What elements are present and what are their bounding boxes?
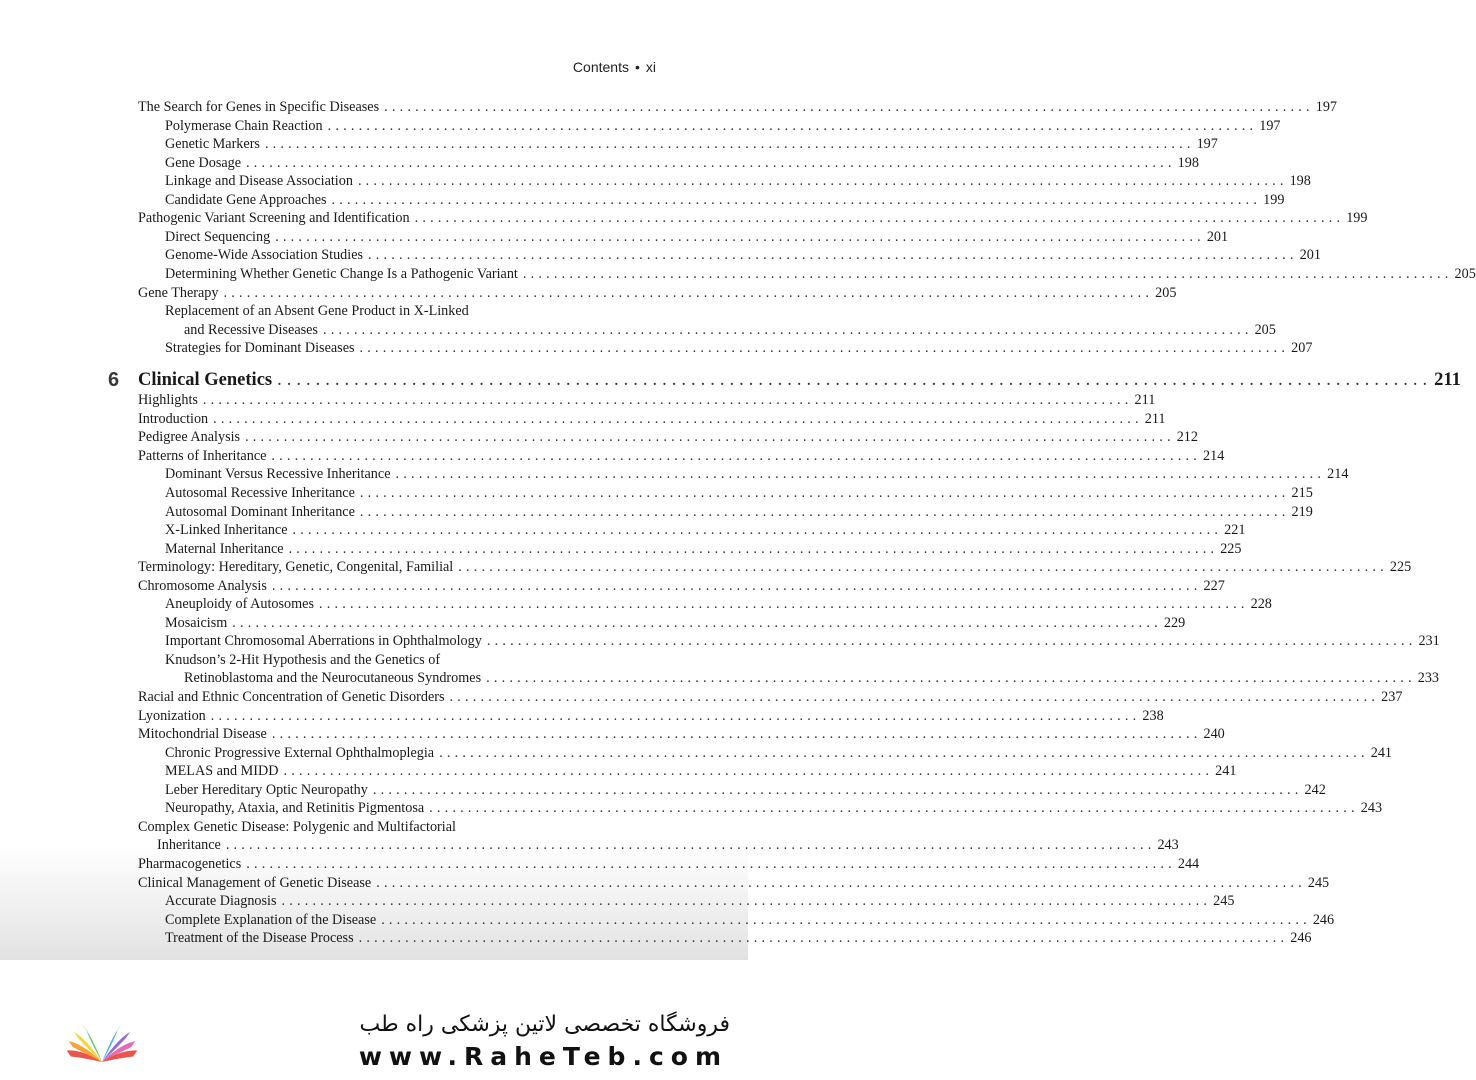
dot-leader: ........................................................................................................................ — [486, 633, 1417, 650]
toc-entry — [165, 595, 1272, 613]
toc-entry-title: Pedigree Analysis — [138, 429, 241, 446]
toc-row[interactable] — [0, 669, 1439, 687]
dot-leader: ........................................................................................................................ — [359, 484, 1290, 501]
toc-page-number: 215 — [1291, 484, 1313, 501]
chapter-number: 6 — [108, 368, 120, 391]
toc-entry — [165, 503, 1313, 521]
dot-leader: ........................................................................................................................ — [277, 369, 1433, 390]
toc-entry — [138, 577, 1225, 595]
toc-page-number: 238 — [1142, 707, 1164, 724]
toc-entry — [184, 321, 1276, 339]
toc-page-number: 227 — [1203, 577, 1225, 594]
toc-page-number: 240 — [1203, 726, 1225, 743]
dot-leader: ........................................................................................................................ — [223, 284, 1154, 301]
toc-row[interactable] — [0, 284, 1177, 302]
toc-page-number: 219 — [1291, 503, 1313, 520]
toc-row[interactable] — [0, 465, 1349, 483]
toc-row[interactable] — [0, 228, 1229, 246]
toc-entry — [138, 428, 1198, 446]
toc-entry-title: Patterns of Inheritance — [138, 447, 267, 464]
open-book-logo-icon — [40, 1012, 164, 1068]
toc-entry — [157, 836, 1179, 854]
dot-leader: ........................................................................................................................ — [376, 874, 1306, 891]
toc-chapter-row[interactable] — [0, 368, 1461, 392]
toc-entry-title: Knudson’s 2-Hit Hypothesis and the Genetics of — [165, 651, 441, 668]
toc-entry — [165, 521, 1246, 539]
dot-leader: ........................................................................................................................ — [458, 559, 1388, 576]
dot-leader: ........................................................................................................................ — [372, 781, 1303, 798]
toc-entry — [138, 410, 1166, 428]
toc-page-number: 229 — [1163, 614, 1186, 631]
dot-leader: ........................................................................................................................ — [271, 577, 1202, 594]
toc-entry — [138, 368, 1461, 392]
toc-row[interactable] — [0, 410, 1166, 428]
toc-entry-title: Candidate Gene Approaches — [165, 191, 327, 208]
store-url[interactable]: www.RaheTeb.com — [358, 1042, 728, 1071]
toc-row[interactable] — [0, 818, 748, 836]
toc-entry — [165, 632, 1440, 650]
toc-entry-title: Gene Dosage — [165, 154, 242, 171]
toc-page-number: 244 — [1177, 855, 1200, 872]
toc-entry — [165, 246, 1321, 264]
toc-row[interactable] — [0, 321, 1276, 339]
toc-entry-title: Autosomal Recessive Inheritance — [165, 484, 355, 501]
toc-entry-title: Introduction — [138, 410, 209, 427]
dot-leader: ........................................................................................................................ — [439, 744, 1369, 761]
dot-leader: ........................................................................................................................ — [246, 855, 1176, 872]
toc-entry-title: X-Linked Inheritance — [165, 522, 288, 539]
dot-leader: ........................................................................................................................ — [486, 670, 1416, 687]
toc-entry — [165, 154, 1199, 172]
toc-entry — [184, 669, 1439, 687]
toc-entry-title: Highlights — [138, 392, 198, 409]
toc-row[interactable] — [0, 391, 1156, 409]
toc-row[interactable] — [0, 595, 1272, 613]
toc-page-number: 198 — [1289, 173, 1311, 190]
toc-row[interactable] — [0, 614, 1186, 632]
toc-page-number: 245 — [1213, 893, 1235, 910]
toc-row[interactable] — [0, 855, 1200, 873]
toc-row[interactable] — [0, 651, 748, 669]
dot-leader: ........................................................................................................................ — [384, 99, 1314, 115]
toc-entry-title: Terminology: Hereditary, Genetic, Congenital, Familial — [138, 559, 454, 576]
dot-leader: ........................................................................................................................ — [429, 800, 1359, 817]
toc-page-number: 211 — [1134, 392, 1156, 409]
toc-entry — [165, 117, 1281, 135]
toc-entry-title: Direct Sequencing — [165, 228, 271, 245]
toc-page-number: 225 — [1389, 559, 1412, 576]
toc-row[interactable] — [0, 558, 1412, 576]
toc-page-number: 197 — [1196, 136, 1218, 153]
dot-leader: ........................................................................................................................ — [414, 210, 1345, 227]
running-head — [573, 59, 656, 75]
dot-leader: ........................................................................................................................ — [318, 596, 1249, 613]
toc-entry — [165, 540, 1242, 558]
toc-page-number: 241 — [1370, 744, 1393, 761]
toc-entry-title: MELAS and MIDD — [165, 763, 279, 780]
toc-row[interactable] — [0, 874, 1330, 892]
toc-page-number: 214 — [1327, 466, 1349, 483]
toc-entry-title: Aneuploidy of Autosomes — [165, 596, 314, 613]
toc-page-number: 231 — [1418, 633, 1440, 650]
toc-entry-title: Determining Whether Genetic Change Is a Pathogenic Variant — [165, 265, 518, 282]
running-head-bullet: • — [634, 59, 640, 75]
toc-entry-title: Clinical Genetics — [138, 369, 273, 390]
toc-row[interactable] — [0, 521, 1246, 539]
toc-entry-title: Mosaicism — [165, 614, 228, 631]
toc-row[interactable] — [0, 911, 1335, 929]
toc-row[interactable] — [0, 172, 1311, 190]
toc-row[interactable] — [0, 209, 1368, 227]
toc-entry-title: Maternal Inheritance — [165, 540, 284, 557]
toc-entry-title: Genetic Markers — [165, 136, 260, 153]
toc-entry — [165, 191, 1285, 209]
toc-row[interactable] — [0, 484, 1313, 502]
toc-entry — [165, 744, 1393, 762]
toc-row[interactable] — [0, 762, 1237, 780]
toc-entry — [165, 484, 1313, 502]
toc-page-number: 201 — [1299, 247, 1321, 264]
store-name: فروشگاه تخصصی لاتین پزشکی راه طب — [359, 1012, 730, 1037]
toc-entry — [138, 818, 656, 836]
toc-entry — [138, 98, 1338, 116]
toc-entry — [165, 762, 1237, 780]
toc-page-number: 243 — [1157, 837, 1179, 854]
toc-entry — [165, 228, 1229, 246]
toc-entry — [165, 339, 1313, 357]
toc-page-number: 199 — [1263, 191, 1285, 208]
toc-page-number: 212 — [1176, 429, 1198, 446]
toc-page-number: 214 — [1203, 447, 1225, 464]
toc-page-number: 243 — [1360, 800, 1383, 817]
toc-entry-title: Complete Explanation of the Disease — [165, 911, 377, 928]
toc-row[interactable] — [0, 707, 1164, 725]
dot-leader: ........................................................................................................................ — [292, 522, 1223, 539]
toc-page-number: 233 — [1417, 670, 1439, 687]
toc-row[interactable] — [0, 135, 1218, 153]
toc-entry-title: Important Chromosomal Aberrations in Ophthalmology — [165, 633, 482, 650]
toc-page-number: 207 — [1291, 340, 1313, 357]
toc-row[interactable] — [0, 540, 1242, 558]
toc-row[interactable] — [0, 447, 1225, 465]
toc-row[interactable] — [0, 339, 1313, 357]
toc-entry — [138, 209, 1368, 227]
dot-leader: ........................................................................................................................ — [232, 614, 1162, 631]
toc-row[interactable] — [0, 154, 1199, 172]
toc-entry-title: Clinical Management of Genetic Disease — [138, 874, 372, 891]
toc-entry — [138, 284, 1177, 302]
toc-entry-title: Gene Therapy — [138, 284, 219, 301]
toc-entry-title: Retinoblastoma and the Neurocutaneous Syndromes — [184, 670, 482, 687]
toc-row[interactable] — [0, 836, 1179, 854]
toc-entry-title: Genome-Wide Association Studies — [165, 247, 364, 264]
dot-leader: ........................................................................................................................ — [210, 707, 1141, 724]
dot-leader: ........................................................................................................................ — [246, 154, 1176, 171]
toc-entry-title: Dominant Versus Recessive Inheritance — [165, 466, 391, 483]
toc-row[interactable] — [0, 428, 1198, 446]
toc-entry — [138, 688, 1403, 706]
toc-entry — [165, 172, 1311, 190]
toc-page-number: 197 — [1315, 99, 1338, 115]
toc-entry-title: Chromosome Analysis — [138, 577, 267, 594]
dot-leader: ........................................................................................................................ — [275, 228, 1205, 245]
toc-entry-title: Pathogenic Variant Screening and Identification — [138, 210, 410, 227]
toc-entry-title: The Search for Genes in Specific Diseases — [138, 99, 380, 115]
toc-entry-title: Pharmacogenetics — [138, 855, 242, 872]
toc-page-number: 205 — [1155, 284, 1177, 301]
dot-leader: ........................................................................................................................ — [322, 321, 1253, 338]
dot-leader: ........................................................................................................................ — [202, 392, 1133, 409]
dot-leader: ........................................................................................................................ — [359, 503, 1290, 520]
toc-entry — [138, 855, 1200, 873]
toc-page-number: 241 — [1215, 763, 1237, 780]
toc-row[interactable] — [0, 892, 1235, 910]
toc-page-number: 198 — [1177, 154, 1199, 171]
toc-row[interactable] — [0, 577, 1225, 595]
dot-leader: ........................................................................................................................ — [357, 173, 1288, 190]
toc-entry — [138, 874, 1330, 892]
toc-row[interactable] — [0, 929, 1312, 947]
toc-page-number: 205 — [1454, 265, 1476, 282]
dot-leader: ........................................................................................................................ — [213, 410, 1143, 427]
toc-entry-title: Strategies for Dominant Diseases — [165, 340, 355, 357]
toc-page-number: 221 — [1224, 522, 1246, 539]
toc-entry-title: Chronic Progressive External Ophthalmoplegia — [165, 744, 435, 761]
toc-page-number: 245 — [1307, 874, 1330, 891]
toc-entry-title: Lyonization — [138, 707, 206, 724]
toc-entry — [138, 725, 1225, 743]
toc-row[interactable] — [0, 503, 1313, 521]
dot-leader: ........................................................................................................................ — [327, 117, 1258, 134]
toc-entry-title: Treatment of the Disease Process — [165, 930, 354, 947]
toc-page-number: 211 — [1434, 369, 1461, 390]
toc-page-number: 242 — [1304, 781, 1326, 798]
toc-entry — [165, 929, 1312, 947]
toc-entry — [165, 265, 1476, 283]
toc-entry — [165, 781, 1326, 799]
toc-row[interactable] — [0, 191, 1285, 209]
toc-entry-title: and Recessive Diseases — [184, 321, 318, 338]
toc-entry — [165, 892, 1235, 910]
dot-leader: ........................................................................................................................ — [271, 447, 1202, 464]
dot-leader: ........................................................................................................................ — [331, 191, 1262, 208]
toc-entry-title: Leber Hereditary Optic Neuropathy — [165, 781, 368, 798]
toc-entry — [165, 614, 1186, 632]
toc-page-number: 246 — [1312, 911, 1335, 928]
toc-row[interactable] — [0, 744, 1393, 762]
dot-leader: ........................................................................................................................ — [283, 763, 1214, 780]
toc-entry — [138, 391, 1156, 409]
dot-leader: ........................................................................................................................ — [264, 136, 1195, 153]
dot-leader: ........................................................................................................................ — [245, 429, 1175, 446]
toc-row[interactable] — [0, 302, 748, 320]
store-footer — [0, 996, 748, 1080]
toc-entry-title: Inheritance — [157, 837, 221, 854]
toc-entry — [165, 135, 1218, 153]
running-head-section: Contents — [572, 59, 629, 75]
toc-page-number: 228 — [1250, 596, 1272, 613]
toc-page-number: 211 — [1144, 410, 1166, 427]
dot-leader: ........................................................................................................................ — [359, 340, 1290, 357]
toc-page-number: 225 — [1220, 540, 1242, 557]
dot-leader: ........................................................................................................................ — [368, 247, 1298, 264]
toc-row[interactable] — [0, 799, 1383, 817]
toc-page-number: 199 — [1346, 210, 1368, 227]
toc-entry-title: Polymerase Chain Reaction — [165, 117, 323, 134]
toc-page-number: 237 — [1381, 689, 1403, 705]
toc-row[interactable] — [0, 688, 1403, 706]
toc-entry — [138, 707, 1164, 725]
dot-leader: ........................................................................................................................ — [449, 689, 1380, 705]
toc-row[interactable] — [0, 246, 1321, 264]
toc-entry — [165, 911, 1335, 929]
toc-row[interactable] — [0, 781, 1326, 799]
toc-entry-title: Racial and Ethnic Concentration of Genetic Disorders — [138, 689, 445, 705]
toc-entry — [165, 465, 1349, 483]
toc-entry-title: Replacement of an Absent Gene Product in X-Linked — [165, 303, 469, 320]
toc-page-number: 205 — [1254, 321, 1276, 338]
toc-entry-title: Accurate Diagnosis — [165, 893, 277, 910]
toc-entry-title: Neuropathy, Ataxia, and Retinitis Pigmentosa — [165, 800, 425, 817]
dot-leader: ........................................................................................................................ — [358, 930, 1289, 947]
toc-entry — [165, 302, 656, 320]
toc-page-number: 246 — [1290, 930, 1312, 947]
running-head-page: xi — [645, 59, 656, 75]
dot-leader: ........................................................................................................................ — [381, 911, 1311, 928]
dot-leader: ........................................................................................................................ — [225, 837, 1156, 854]
toc-row[interactable] — [0, 98, 1338, 116]
toc-page-number: 201 — [1206, 228, 1229, 245]
toc-entry-title: Linkage and Disease Association — [165, 173, 353, 190]
toc-entry-title: Complex Genetic Disease: Polygenic and Multifactorial — [138, 818, 456, 835]
toc-entry-title: Mitochondrial Disease — [138, 726, 267, 743]
toc-entry — [165, 799, 1383, 817]
dot-leader: ........................................................................................................................ — [288, 540, 1219, 557]
toc-entry — [138, 558, 1412, 576]
toc-entry-title: Autosomal Dominant Inheritance — [165, 503, 355, 520]
dot-leader: ........................................................................................................................ — [395, 466, 1326, 483]
toc-row[interactable] — [0, 117, 1281, 135]
dot-leader: ........................................................................................................................ — [271, 726, 1202, 743]
toc-entry — [165, 651, 656, 669]
toc-row[interactable] — [0, 632, 1440, 650]
dot-leader: ........................................................................................................................ — [281, 893, 1212, 910]
toc-entry — [138, 447, 1225, 465]
toc-row[interactable] — [0, 725, 1225, 743]
toc-row[interactable] — [0, 265, 1476, 283]
toc-page-number: 197 — [1259, 117, 1281, 134]
dot-leader: ........................................................................................................................ — [522, 265, 1453, 282]
